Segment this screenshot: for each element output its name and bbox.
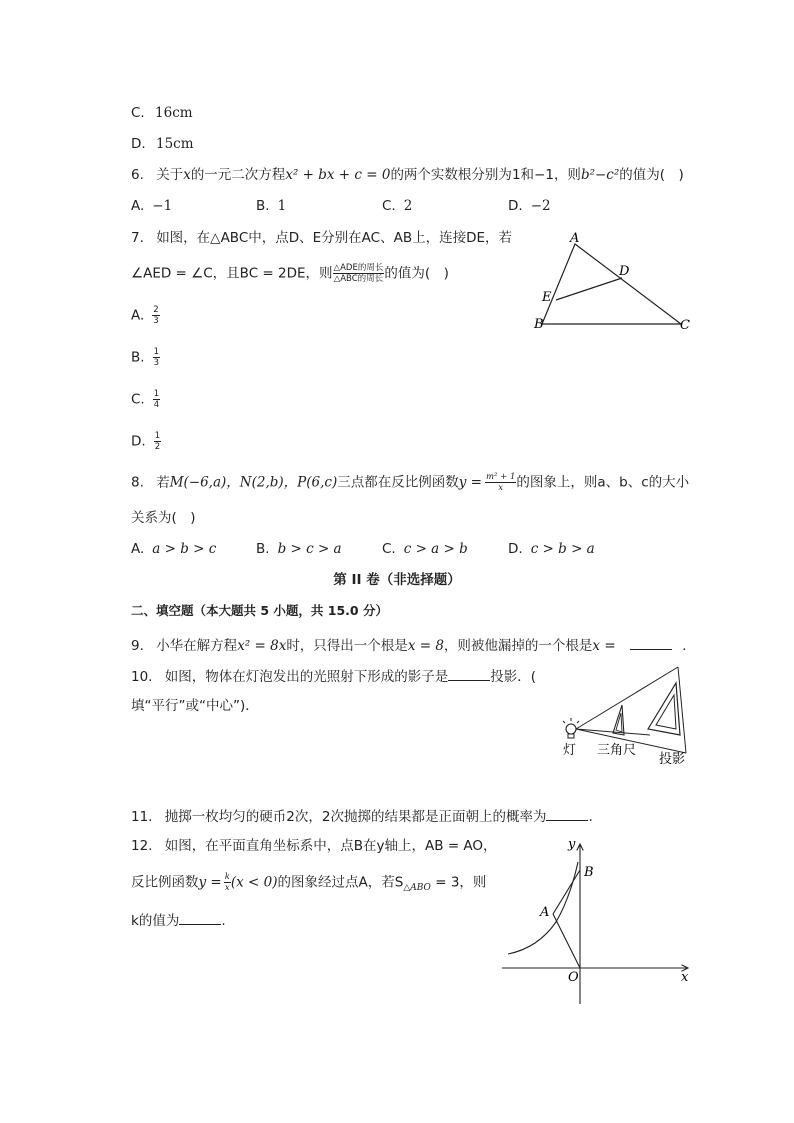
label-c: C [680,318,690,333]
q8-func-fraction [485,472,516,493]
option-letter: B. [256,541,270,557]
q6-option-d[interactable] [508,197,551,215]
q12-end: . [221,913,226,929]
q6-text-b: 的一元二次方程 [190,167,286,183]
triangle-ruler-icon [613,705,624,735]
option-text: 16cm [155,105,193,121]
q8-option-a[interactable] [131,540,216,558]
q12-line2-b: 的图象经过点A，若S [277,874,404,891]
label-d: D [619,264,630,279]
q10-projection-figure [558,663,698,769]
question-6 [131,166,684,184]
q11-text: 抛掷一枚均匀的硬币2次，2次抛掷的结果都是正面朝上的概率为 [164,809,547,825]
option-text: a > b > c [152,541,217,557]
question-10 [131,666,536,686]
q12-coordinate-figure [498,836,694,1008]
q9-text-a: 小华在解方程 [156,638,238,654]
q6-option-a[interactable] [131,197,172,215]
option-text: 1 [277,198,287,214]
lamp-icon [563,718,579,738]
q12-line2-c: = 3，则 [430,874,487,891]
option-fraction [152,305,159,326]
q8-text-c: 的图象上，则a、b、c的大小 [516,474,690,491]
fraction-denominator: 4 [153,400,160,410]
q7-option-b[interactable] [131,347,160,368]
fraction-denominator: 3 [153,358,159,368]
q8-func-lhs: y = [458,474,482,491]
q12-line3-text: k的值为 [131,913,180,929]
section-title: 第 II 卷（非选择题） [333,572,461,588]
option-text: b > c > a [277,541,342,557]
q11-end: . [588,809,593,825]
question-8 [131,472,689,493]
q12-subscript: △ABO [403,883,431,894]
option-fraction [153,389,160,410]
question-11 [131,806,593,826]
option-text: 15cm [155,136,194,152]
option-text: 2 [403,198,413,214]
question-number: 11. [131,809,153,825]
q9-text-c: ，则被他漏掉的一个根是 [443,638,593,654]
option-text: −2 [530,198,551,214]
q6-expr: b²−c² [580,167,620,183]
option-letter: B. [256,198,270,214]
label-x: x [681,970,689,985]
q8-text-b: 三点都在反比例函数 [337,474,459,491]
q7-option-d[interactable] [131,431,161,452]
fraction-numerator: 2 [153,305,159,315]
segment-de [556,278,622,300]
q9-root: x = 8 [407,638,444,654]
q10-answer-blank[interactable] [448,666,490,681]
option-text: −1 [152,198,173,214]
option-letter: C. [131,105,145,121]
option-letter: C. [131,391,145,408]
option-letter: A. [131,307,145,324]
q8-option-c[interactable] [382,540,468,558]
q7-perimeter-fraction [333,263,385,284]
q9-equation: x² = 8x [237,638,287,654]
q10-text-b: 投影．( [490,669,537,685]
question-number: 8. [131,474,144,491]
q6-roots: 1和−1 [511,167,554,183]
option-c-prev [131,104,193,122]
fraction-denominator: x [498,483,504,493]
option-letter: D. [508,541,523,557]
label-b: B [534,317,544,332]
segment-ab [553,870,580,914]
fraction-numerator: 1 [154,431,161,441]
q6-text-c: 的两个实数根分别为 [390,167,512,183]
label-y: y [568,837,576,852]
option-letter: C. [382,198,396,214]
q7-line2-a: ∠AED = ∠C，且BC = 2DE，则 [131,265,333,282]
q12-line2-a: 反比例函数 [131,874,199,891]
q6-text-a: 关于 [156,167,184,183]
option-text: c > b > a [530,541,595,557]
fraction-denominator: 2 [154,442,161,452]
q7-option-c[interactable] [131,389,160,410]
q7-triangle-figure [530,228,700,338]
ruler-label: 三角尺 [597,743,637,758]
q12-func-cond: (x < 0) [230,874,278,891]
shadow-shape [648,667,686,753]
option-letter: B. [131,349,145,366]
ray-top [576,667,678,729]
q9-text-b: 时，只得出一个根是 [286,638,408,654]
q10-text-a: 如图，物体在灯泡发出的光照射下形成的影子是 [164,669,449,685]
q9-end: . [682,638,687,654]
option-fraction [154,431,161,452]
q12-func-fraction [224,872,231,893]
question-number: 9. [131,638,144,654]
q9-answer-lhs: x = [592,638,616,654]
q7-line2 [131,263,449,284]
q12-func-lhs: y = [198,874,222,891]
label-a: A [540,905,550,920]
q6-text-e: 的值为( ) [619,167,684,183]
q8-option-b[interactable] [256,540,342,558]
q6-equation: x² + bx + c = 0 [285,167,391,183]
question-number: 10. [131,669,153,685]
q8-option-d[interactable] [508,540,595,558]
label-o: O [568,970,579,985]
option-fraction [153,347,160,368]
lamp-label: 灯 [563,743,577,758]
option-letter: A. [131,541,145,557]
fraction-denominator: △ABC的周长 [333,274,384,284]
q6-text-d: ，则 [553,167,581,183]
label-b: B [584,865,594,880]
fraction-numerator: m² + 1 [485,472,516,482]
option-letter: D. [508,198,523,214]
q7-option-a[interactable] [131,305,160,326]
question-7 [131,229,512,247]
q7-line2-b: 的值为( ) [384,265,449,282]
triangle-abc [542,244,681,324]
fraction-numerator: k [224,872,230,882]
fraction-numerator: 1 [153,347,159,357]
option-letter: C. [382,541,396,557]
fraction-numerator: 1 [153,389,160,399]
q10-line2: 填“平行”或“中心”)． [131,698,259,714]
q12-line3 [131,910,226,930]
q6-option-c[interactable] [382,197,412,215]
q7-line1: 如图，在△ABC中，点D、E分别在AC、AB上，连接DE，若 [156,230,513,246]
option-d-prev [131,135,194,153]
question-12 [131,837,497,855]
fraction-denominator: 3 [153,316,159,326]
option-text: c > a > b [403,541,468,557]
q6-var-x: x [183,167,191,183]
fraction-denominator: x [224,883,230,893]
question-number: 12. [131,838,153,854]
option-letter: D. [131,433,146,450]
q11-answer-blank[interactable] [546,806,588,821]
label-e: E [542,290,552,305]
q8-text-a: 若 [156,474,170,491]
q6-option-b[interactable] [256,197,286,215]
label-a: A [570,231,580,246]
section-subtitle: 二、填空题（本大题共 5 小题，共 15.0 分） [131,603,388,618]
option-letter: D. [131,136,146,152]
segment-oa [553,914,580,968]
option-letter: A. [131,198,145,214]
q9-answer-blank[interactable] [630,635,672,650]
q8-line2: 关系为( ) [131,510,196,526]
question-9 [131,635,687,655]
q12-line1: 如图，在平面直角坐标系中，点B在y轴上，AB = AO， [164,838,497,854]
question-number: 7. [131,230,144,246]
q12-answer-blank[interactable] [179,910,221,925]
shadow-label: 投影 [659,752,686,767]
question-number: 6. [131,167,144,183]
q12-line2 [131,872,486,897]
q8-points: M(−6,a)，N(2,b)，P(6,c) [169,474,338,491]
fraction-numerator: △ADE的周长 [333,263,384,273]
